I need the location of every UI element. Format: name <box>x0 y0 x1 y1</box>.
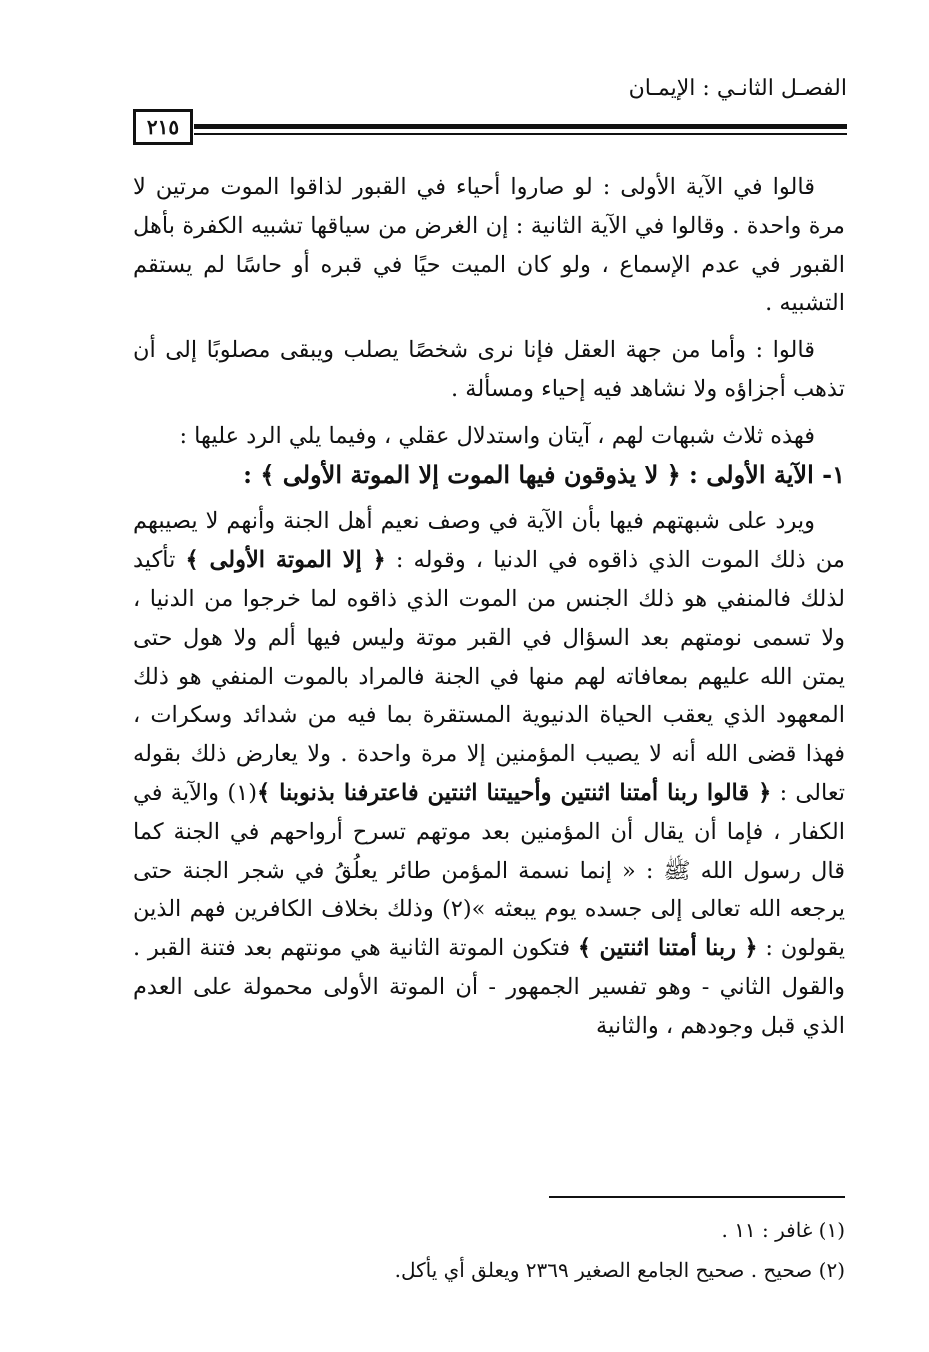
running-header-title: الفصـل الثانـي : الإيمـان <box>628 76 847 101</box>
text-run: قالوا في الآية الأولى : لو صاروا أحياء في القبور لذاقوا الموت مرتين لا مرة واحدة . وقالوا في الآية الثانية : إن الغرض من سياقها تشبيه الكفرة بأهل القبور في عدم الإسماع ، ولو كان الميت حيًا في قبره أو حاسًا لم يستقم التشبيه . <box>133 174 845 317</box>
paragraph <box>133 331 845 409</box>
quran-quote: ﴿ قالوا ربنا أمتنا اثنتين وأحييتنا اثنتين فاعترفنا بذنوبنا ﴾ <box>256 779 772 806</box>
text-run: فتكون الموتة الثانية هي مونتهم بعد فتنة القبر . والقول الثاني - وهو تفسير الجمهور - أن الموتة الأولى محمولة على العدم الذي قبل وجودهم ، والثانية <box>133 935 845 1039</box>
text-run: قالوا : وأما من جهة العقل فإنا نرى شخصًا يصلب ويبقى مصلوبًا إلى أن تذهب أجزاؤه ولا نشاهد فيه إحياء ومسألة . <box>133 337 845 402</box>
footnote-2: (٢) صحيح . صحيح الجامع الصغير ٢٣٦٩ ويعلق أي يأكل. <box>394 1258 845 1282</box>
footnote-1: (١) غافر : ١١ . <box>721 1218 845 1242</box>
text-run: فهذه ثلاث شبهات لهم ، آيتان واستدلال عقلي ، وفيما يلي الرد عليها : <box>179 422 815 449</box>
text-run: تأكيد لذلك فالمنفي هو ذلك الجنس من الموت الذي ذاقوه لما خرجوا من الدنيا ، ولا تسمى نومتهم بعد السؤال في القبر موتة وليس فيها ألم ولا هول حتى يمتن الله عليهم بمعافاته لهم منها في الجنة فالمراد بالموت المنفي هو ذلك المعهود الذي يعقب الحياة الدنيوية المستقرة بما فيه من شدائد وسكرات ، فهذا قضى الله أنه لا يصيب المؤمنين إلا مرة واحدة . ولا يعارض ذلك بقوله تعالى : <box>133 547 845 806</box>
header-rule-thin <box>194 133 847 135</box>
footnotes <box>200 1210 845 1290</box>
quran-quote: ١- الآية الأولى : ﴿ لا يذوقون فيها الموت إلا الموتة الأولى ﴾ : <box>243 459 845 489</box>
paragraph <box>133 168 845 323</box>
paragraph <box>133 502 845 1045</box>
text-run: (١) والآية في الكفار ، فإما أن يقال أن المؤمنين بعد موتهم تسرح أرواحهم في الجنة كما قال رسول الله ﷺ : « إنما نسمة المؤمن طائر يعلُقُ في شجر الجنة حتى يرجعه الله تعالى إلى جسده يوم يبعثه »(٢) وذلك بخلاف الكافرين فهم الذين يقولون : <box>133 779 845 962</box>
paragraph <box>133 417 845 456</box>
body-text <box>133 168 845 1046</box>
footnote-rule <box>549 1196 845 1198</box>
header-rule-thick <box>194 124 847 129</box>
page-number-box: ٢١٥ <box>133 109 193 145</box>
text-run: ويرد على شبهتهم فيها بأن الآية في وصف نعيم أهل الجنة وأنهم لا يصيبهم من ذلك الموت الذي ذاقوه في الدنيا ، وقوله : <box>133 508 845 574</box>
section-heading <box>133 456 845 495</box>
quran-quote: ﴿ ربنا أمتنا اثنتين ﴾ <box>577 935 758 962</box>
quran-quote: ﴿ إلا الموتة الأولى ﴾ <box>185 547 386 574</box>
